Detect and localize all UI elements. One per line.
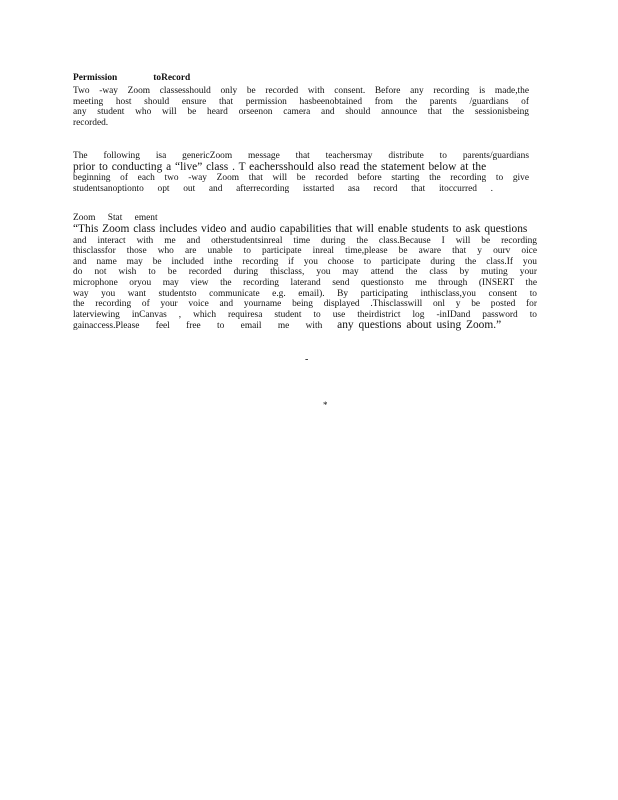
star-mark: * (323, 400, 328, 410)
paragraph-line: The following isa genericZoom message that teachersmay distribute to parents/guardians (73, 151, 529, 161)
zoom-statement-label: Zoom Stat ement (73, 213, 158, 223)
statement-line: laterviewing inCanvas , which requiresa student to use theirdistrict log -inIDand password to (73, 309, 537, 320)
paragraph-line: studentsanoptionto opt out and afterrecording isstarted asa record that itoccurred . (73, 183, 493, 194)
paragraph-line: meeting host should ensure that permission hasbeenobtained from the parents /guardians of (73, 96, 529, 107)
paragraph-line: prior to conducting a “live” class . T eachersshould also read the statement below at the (73, 161, 487, 173)
statement-line: thisclassfor those who are unable to participate inreal time,please be aware that y ourv oice (73, 246, 537, 257)
zoom-statement (73, 224, 537, 332)
paragraph-line: any student who will be heard orseenon camera and should announce that the sessionisbeing (73, 107, 529, 118)
paragraph-line: recorded. (73, 117, 109, 128)
statement-line: microphone oryou may view the recording laterand send questionsto me through (INSERT the (73, 277, 537, 288)
paragraph-line: Two -way Zoom classesshould only be recorded with consent. Before any recording is made,the (73, 86, 529, 96)
statement-line: and name may be included inthe recording if you choose to participate during the class.If you (73, 256, 537, 267)
paragraph-line: beginning of each two -way Zoom that will be recorded before starting the recording to give (73, 173, 529, 184)
dash-mark: - (305, 354, 309, 365)
statement-line: way you want studentsto communicate e.g. email). By participating inthisclass,you consent to (73, 288, 537, 299)
paragraph-consent (73, 86, 529, 128)
heading-to-record: toRecord (153, 73, 191, 83)
section-heading (73, 73, 190, 83)
statement-line: the recording of your voice and yourname being displayed .Thisclasswill onl y be posted for (73, 299, 537, 310)
paragraph-generic-message (73, 151, 529, 194)
statement-line: do not wish to be recorded during thisclass, you may attend the class by muting your (73, 267, 537, 278)
statement-line-end: any questions about using Zoom.” (337, 320, 502, 332)
heading-permission: Permission (73, 73, 118, 83)
statement-line: “This Zoom class includes video and audio capabilities that will enable students to ask questions (73, 224, 528, 235)
statement-line: and interact with me and otherstudentsinreal time during the class.Because I will be recording (73, 235, 537, 246)
statement-line-start: gainaccess.Please feel free to email me with (73, 321, 323, 332)
statement-line (73, 320, 537, 332)
